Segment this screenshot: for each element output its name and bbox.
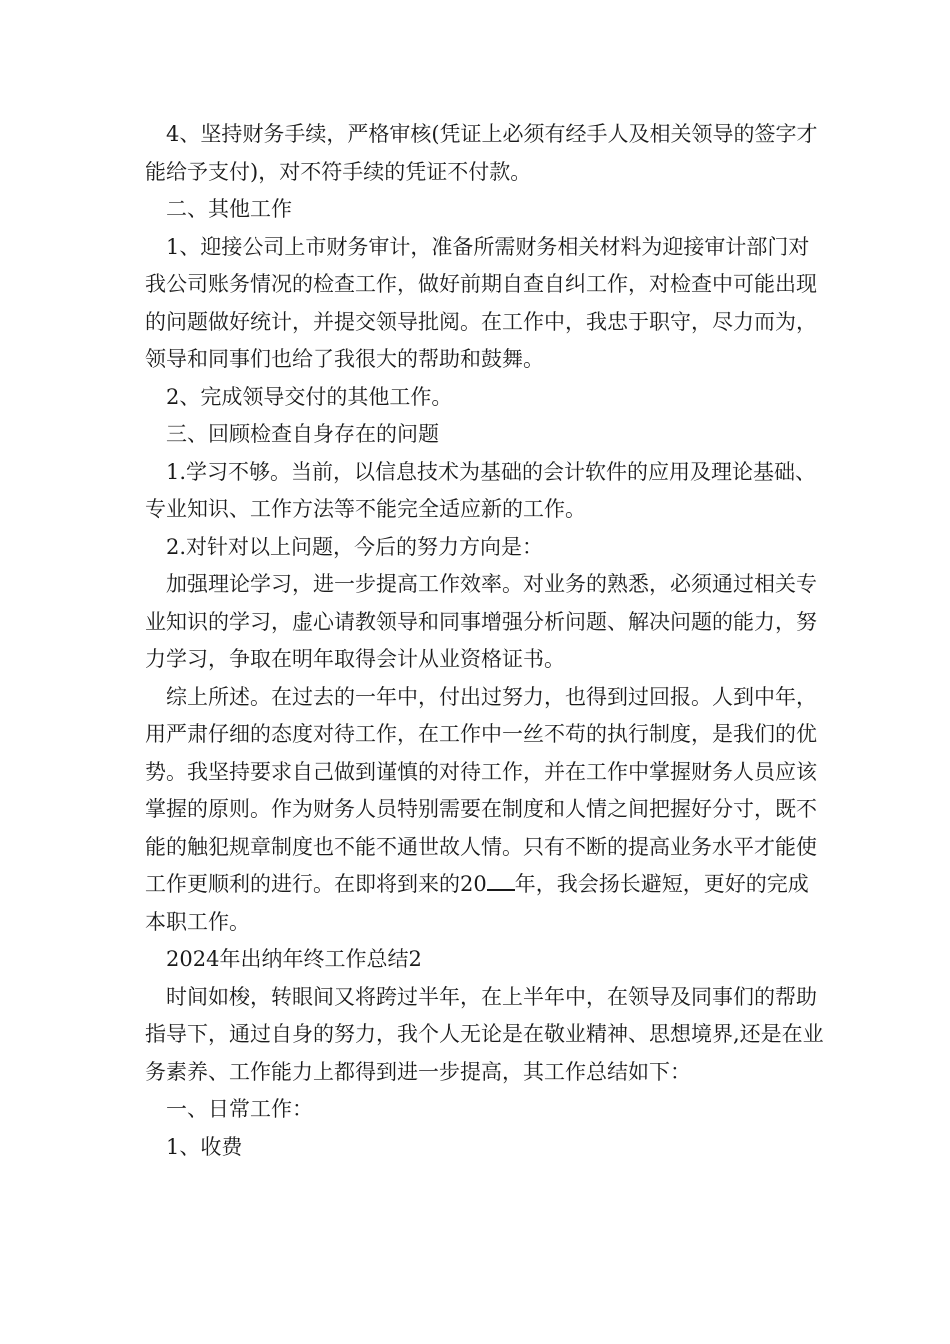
- summary-text: 综上所述。在过去的一年中，付出过努力，也得到过回报。人到中年，用严肃仔细的态度对待工作，在工作中一丝不苟的执行制度，是我们的优势。我坚持要求自己做到谨慎的对待工作，并在工作中掌握财务人员应该掌握的原则。作为财务人员特别需要在制度和人情之间把握好分寸，既不能的触犯规章制度也不能不通世故人情。只有不断的提高业务水平才能使工作更顺利的进行。在即将到来的: [145, 684, 817, 896]
- paragraph-item-1-fees: 1、收费: [166, 1134, 243, 1159]
- paragraph-time-flies: 时间如梭，转眼间又将跨过半年，在上半年中，在领导及同事们的帮助指导下，通过自身的努力，我个人无论是在敬业精神、思想境界,还是在业务素养、工作能力上都得到进一步提高，其工作总结如下：: [145, 984, 824, 1084]
- heading-daily-work: 一、日常工作：: [166, 1097, 313, 1121]
- paragraph-item-2-other-tasks: 2、完成领导交付的其他工作。: [166, 384, 453, 409]
- paragraph-item-4-procedures: 4、坚持财务手续，严格审核(凭证上必须有经手人及相关领导的签字才能给予支付)，对不符手续的凭证不付款。: [145, 122, 818, 184]
- year-prefix: 20: [460, 872, 487, 896]
- section-title: 2024年出纳年终工作总结2: [166, 947, 422, 971]
- paragraph-strengthen-theory: 加强理论学习，进一步提高工作效率。对业务的熟悉，必须通过相关专业知识的学习，虚心请教领导和同事增强分析问题、解决问题的能力，努力学习，争取在明年取得会计从业资格证书。: [145, 572, 817, 671]
- paragraph-summary: [145, 679, 825, 942]
- paragraph-item-2-direction: 2.对针对以上问题，今后的努力方向是：: [166, 534, 544, 559]
- heading-other-work: 二、其他工作: [166, 197, 292, 221]
- paragraph-item-1-study: 1.学习不够。当前，以信息技术为基础的会计软件的应用及理论基础、专业知识、工作方法等不能完全适应新的工作。: [145, 459, 817, 521]
- heading-review-problems: 三、回顾检查自身存在的问题: [166, 422, 439, 446]
- document-body: [145, 116, 825, 1166]
- summary-closing: 年，我会扬长避短，更好的完成本职工作。: [145, 872, 809, 934]
- paragraph-item-1-audit: 1、迎接公司上市财务审计，准备所需财务相关材料为迎接审计部门对我公司账务情况的检查工作，做好前期自查自纠工作，对检查中可能出现的问题做好统计，并提交领导批阅。在工作中，我忠于职守，尽力而为，领导和同事们也给了我很大的帮助和鼓舞。: [145, 234, 817, 371]
- year-blank-underline: [487, 871, 515, 891]
